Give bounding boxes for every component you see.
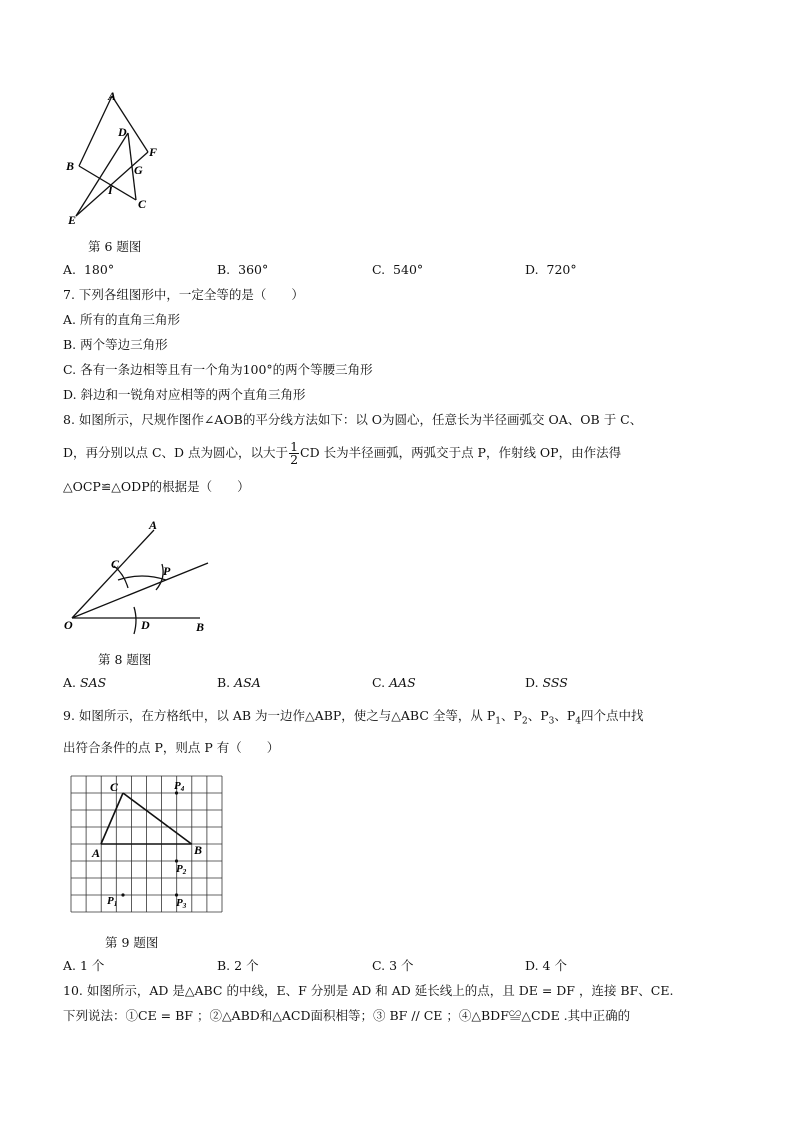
q9-option-d: D. 4 个 <box>525 958 567 973</box>
q10-line-2: 下列说法：①CE = BF ；②△ABD和△ACD面积相等；③ BF // CE ；④△BDF≌△CDE .其中正确的 <box>63 1008 631 1023</box>
q9-line-1: 9. 如图所示，在方格纸中，以 AB 为一边作△ABP，使之与△ABC 全等，从 $P_1$、$P_2$、$P_3$、$P_4$四个点中找 <box>63 708 644 727</box>
q7-option-a: A. 所有的直角三角形 <box>63 312 180 327</box>
q6-option-b: B. 360° <box>217 262 269 277</box>
fig6-label-c: C <box>138 197 147 211</box>
q7-option-d: D. 斜边和一锐角对应相等的两个直角三角形 <box>63 387 306 402</box>
fig9-label-b: B <box>194 843 203 857</box>
q7-option-c: C. 各有一条边相等且有一个角为100°的两个等腰三角形 <box>63 362 373 377</box>
fig6-label-b: B <box>66 159 75 173</box>
q8-line-2: D，再分别以点 C、D 点为圆心，以大于 $\frac{1}{2}$ CD 长为半径画弧，两弧交于点 P，作射线 OP，由作法得 <box>63 439 622 467</box>
q6-option-c: C. 540° <box>372 262 424 277</box>
q8-option-c: C. AAS <box>372 675 416 690</box>
q9-option-c: C. 3 个 <box>372 958 414 973</box>
figure-9-caption: 第 9 题图 <box>105 935 159 950</box>
fig9-label-p2: P2 <box>176 863 187 876</box>
fig8-label-a: A <box>149 518 158 532</box>
q6-option-a: A. 180° <box>63 262 115 277</box>
fig8-label-c: C <box>111 557 120 571</box>
figure-8 <box>62 512 222 642</box>
fig9-label-a: A <box>92 846 101 860</box>
fig6-label-i: I <box>108 183 113 197</box>
figure-6 <box>62 88 172 228</box>
fig9-label-p3: P3 <box>176 897 187 910</box>
q9-line-2: 出符合条件的点 P，则点 P 有（ ） <box>63 740 280 755</box>
q9-option-b: B. 2 个 <box>217 958 259 973</box>
q8-line-3: △OCP≌△ODP的根据是（ ） <box>63 479 250 494</box>
fig6-label-d: D <box>118 125 127 139</box>
fig6-label-g: G <box>134 163 143 177</box>
fig8-label-b: B <box>196 620 205 634</box>
fig6-label-e: E <box>68 213 77 227</box>
fig9-label-p4: P4 <box>174 780 185 793</box>
q8-line-1: 8. 如图所示，尺规作图作∠AOB的平分线方法如下：以 O为圆心，任意长为半径画弧交 OA、OB 于 C、 <box>63 412 643 427</box>
fig9-label-c: C <box>110 780 119 794</box>
fig8-label-p: P <box>163 564 171 578</box>
q8-option-d: D. SSS <box>525 675 568 690</box>
fig9-label-p1: P1 <box>107 895 118 908</box>
q9-option-a: A. 1 个 <box>63 958 105 973</box>
fig8-label-o: O <box>64 618 73 632</box>
q6-option-d: D. 720° <box>525 262 577 277</box>
q8-option-b: B. ASA <box>217 675 261 690</box>
fig8-label-d: D <box>141 618 150 632</box>
q7-stem: 7. 下列各组图形中，一定全等的是（ ） <box>63 287 304 302</box>
figure-9 <box>70 776 230 916</box>
fig6-label-a: A <box>108 89 117 103</box>
q7-option-b: B. 两个等边三角形 <box>63 337 168 352</box>
q10-line-1: 10. 如图所示，AD 是△ABC 的中线，E、F 分别是 AD 和 AD 延长线上的点，且 DE = DF ，连接 BF、CE. <box>63 983 674 998</box>
fig6-label-f: F <box>149 145 158 159</box>
q8-option-a: A. SAS <box>63 675 107 690</box>
figure-6-caption: 第 6 题图 <box>88 239 142 254</box>
figure-8-caption: 第 8 题图 <box>98 652 152 667</box>
q8-fraction: $\frac{1}{2}$ <box>290 439 299 467</box>
